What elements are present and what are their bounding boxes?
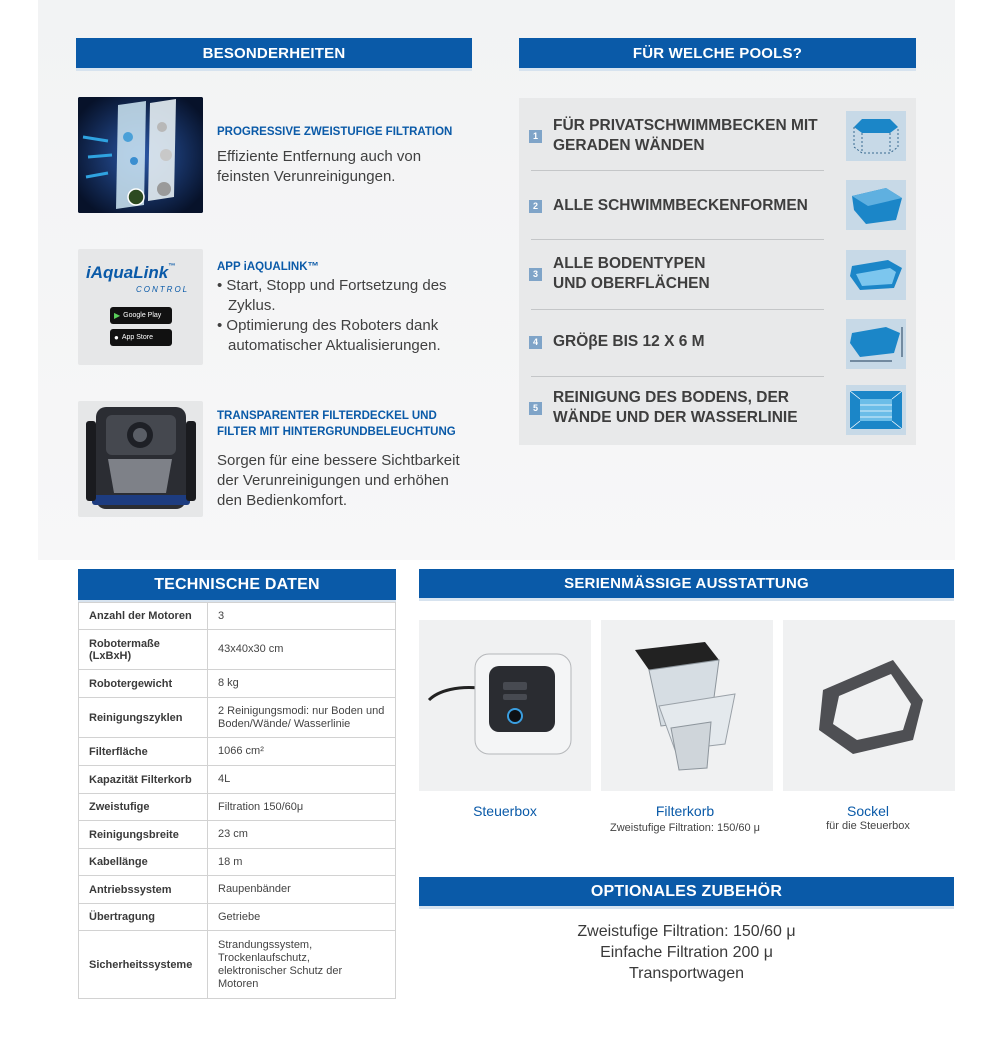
equipment-name: Filterkorb — [655, 803, 715, 819]
feature-lid-title: TRANSPARENTER FILTERDECKEL UND FILTER MIT HINTERGRUNDBELEUCHTUNG — [217, 410, 456, 438]
pool-number: 5 — [529, 402, 542, 415]
features-header: BESONDERHEITEN — [76, 38, 472, 71]
pool-label: REINIGUNG DES BODENS, DER WÄNDE UND DER WASSERLINIE — [553, 389, 798, 426]
above-ground-pool-icon — [846, 111, 906, 161]
table-row — [79, 603, 396, 630]
tech-value: Filtration 150/60μ — [208, 794, 396, 821]
equipment-name: Steuerbox — [473, 803, 537, 819]
robot-illustration — [78, 401, 203, 517]
pool-item-shapes — [529, 196, 825, 216]
equipment-subtitle: Zweistufige Filtration: 150/60 μ — [609, 822, 761, 834]
pool-label: ALLE SCHWIMMBECKENFORMEN — [553, 197, 808, 214]
tech-value: 3 — [208, 603, 396, 630]
optional-item: Transportwagen — [628, 965, 745, 982]
control-box-illustration — [419, 620, 591, 791]
pool-item-private — [529, 116, 825, 156]
tech-table — [78, 602, 396, 999]
feature-app-bullet: • Optimierung des Roboters dank automatischer Aktualisierungen. — [217, 317, 441, 354]
pool-label: FÜR PRIVATSCHWIMMBECKEN MIT GERADEN WÄNDEN — [553, 117, 818, 154]
tech-value: Raupenbänder — [208, 876, 396, 904]
optional-list — [419, 921, 954, 984]
tech-value: Getriebe — [208, 904, 396, 931]
tech-key: Reinigungszyklen — [79, 698, 208, 738]
pool-shape-icon — [846, 180, 906, 230]
tech-value: Strandungssystem, Trockenlaufschutz, elektronischer Schutz der Motoren — [208, 931, 396, 999]
pool-label: GRÖβE BIS 12 X 6 M — [553, 333, 705, 350]
pool-dimensions-icon — [846, 319, 906, 369]
filter-basket-image — [601, 620, 773, 791]
feature-app-bullets — [217, 276, 477, 356]
feature-app-title: APP iAQUALINK™ — [217, 261, 320, 273]
feature-filtration-text: Effiziente Entfernung auch von feinsten Verunreinigungen. — [217, 148, 422, 185]
pool-divider — [531, 239, 824, 240]
table-row — [79, 794, 396, 821]
table-row — [79, 738, 396, 766]
pool-divider — [531, 309, 824, 310]
feature-filtration-title: PROGRESSIVE ZWEISTUFIGE FILTRATION — [217, 126, 453, 138]
base-image — [783, 620, 955, 791]
equipment-subtitle: für die Steuerbox — [826, 820, 910, 832]
pool-number: 3 — [529, 268, 542, 281]
filter-basket-illustration — [601, 620, 773, 791]
pool-item-cleaning — [529, 388, 825, 428]
base-illustration — [783, 620, 955, 791]
google-play-badge[interactable]: ▶ Google Play — [110, 307, 172, 324]
tech-value: 23 cm — [208, 821, 396, 849]
optional-item: Zweistufige Filtration: 150/60 μ — [577, 923, 796, 940]
table-row — [79, 630, 396, 670]
feature-app-bullet: • Start, Stopp und Fortsetzung des Zyklus. — [217, 277, 447, 314]
filtration-illustration — [78, 97, 203, 213]
tech-key: Robotermaße (LxBxH) — [79, 630, 208, 670]
pool-number: 1 — [529, 130, 542, 143]
pool-floor-icon — [846, 250, 906, 300]
feature-lid-text: Sorgen für eine bessere Sichtbarkeit der Verunreinigungen und erhöhen den Bedienkomfort. — [217, 452, 460, 509]
table-row — [79, 821, 396, 849]
control-box-image — [419, 620, 591, 791]
pool-item-size — [529, 332, 825, 352]
equipment-name: Sockel — [846, 803, 890, 819]
pool-label: ALLE BODENTYPEN UND OBERFLÄCHEN — [553, 255, 710, 292]
tech-value: 18 m — [208, 849, 396, 876]
tech-value: 1066 cm² — [208, 738, 396, 766]
optional-header: OPTIONALES ZUBEHÖR — [419, 877, 954, 909]
pools-list — [519, 98, 916, 445]
tech-key: Antriebssystem — [79, 876, 208, 904]
pool-divider — [531, 170, 824, 171]
tech-key: Übertragung — [79, 904, 208, 931]
pool-number: 4 — [529, 336, 542, 349]
tech-value: 4L — [208, 766, 396, 794]
tech-key: Kapazität Filterkorb — [79, 766, 208, 794]
pool-walls-icon — [846, 385, 906, 435]
tech-key: Reinigungsbreite — [79, 821, 208, 849]
app-image — [78, 249, 203, 365]
table-row — [79, 766, 396, 794]
tech-key: Sicherheitssysteme — [79, 931, 208, 999]
tech-key: Anzahl der Motoren — [79, 603, 208, 630]
iaqualink-logo-sub: CONTROL — [136, 285, 190, 294]
google-play-icon: ▶ — [114, 311, 121, 320]
tech-key: Kabellänge — [79, 849, 208, 876]
tech-value: 43x40x30 cm — [208, 630, 396, 670]
table-row — [79, 876, 396, 904]
table-row — [79, 931, 396, 999]
pool-number: 2 — [529, 200, 542, 213]
iaqualink-logo: iAquaLink™ — [86, 263, 176, 282]
apple-icon: ● — [114, 333, 119, 342]
equipment-header: SERIENMÄSSIGE AUSSTATTUNG — [419, 569, 954, 601]
table-row — [79, 670, 396, 698]
table-row — [79, 849, 396, 876]
table-row — [79, 904, 396, 931]
tech-key: Zweistufige — [79, 794, 208, 821]
pool-item-floors — [529, 254, 825, 294]
robot-image — [78, 401, 203, 517]
pool-divider — [531, 376, 824, 377]
tech-key: Filterfläche — [79, 738, 208, 766]
pools-header: FÜR WELCHE POOLS? — [519, 38, 916, 71]
filtration-image — [78, 97, 203, 213]
tech-header: TECHNISCHE DATEN — [78, 569, 396, 603]
tech-value: 2 Reinigungsmodi: nur Boden und Boden/Wände/ Wasserlinie — [208, 698, 396, 738]
tech-key: Robotergewicht — [79, 670, 208, 698]
optional-item: Einfache Filtration 200 μ — [600, 944, 773, 961]
table-row — [79, 698, 396, 738]
tech-value: 8 kg — [208, 670, 396, 698]
app-store-badge[interactable]: ● App Store — [110, 329, 172, 346]
